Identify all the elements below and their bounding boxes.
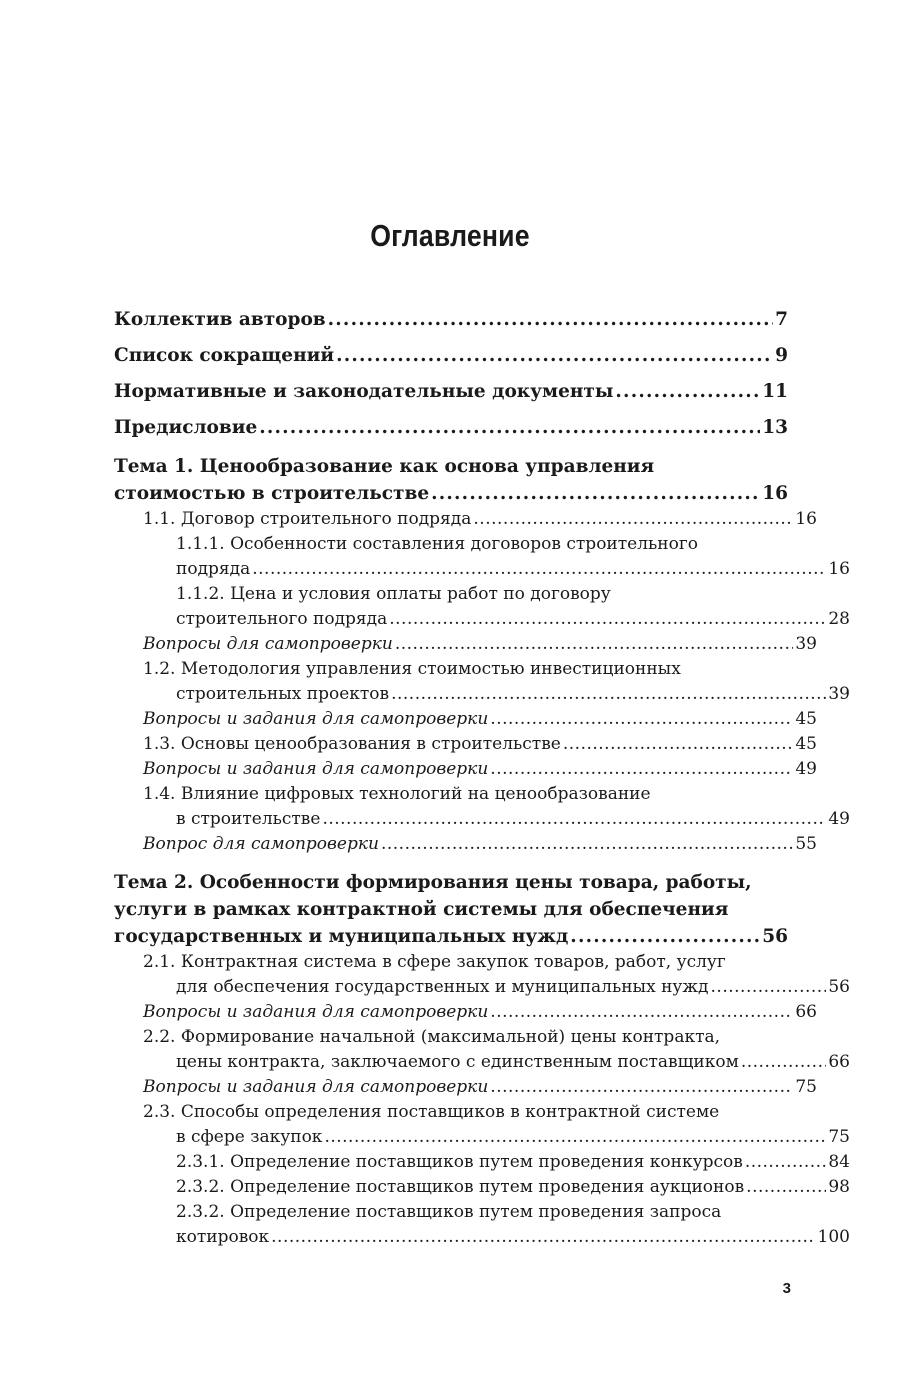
toc-page-number: 56 [762,926,788,947]
toc-page-number: 84 [828,1152,850,1172]
toc-entry-title-cont: в строительстве [176,809,321,829]
toc-topic-2 [114,869,788,950]
dot-leader [490,1075,793,1100]
toc-entry-title-cont: подряда [176,559,251,579]
toc-page-number: 75 [795,1077,817,1097]
dot-leader [271,1225,815,1250]
dot-leader [563,732,794,757]
toc-questions-1 [114,632,817,657]
toc-entry-title: Тема 2. Особенности формирования цены товара, работы, [114,872,752,893]
dot-leader [324,1125,826,1150]
page-title: Оглавление [370,218,530,253]
dot-leader [322,807,826,832]
toc-questions-4 [114,832,817,857]
dot-leader [431,480,760,507]
toc-section-2-2 [114,1025,850,1075]
toc-entry-title: Коллектив авторов [114,309,326,330]
toc-section-1-4 [114,782,850,832]
toc-entry-title: Вопросы и задания для самопроверки [143,1002,489,1022]
toc-questions-3 [114,757,817,782]
toc-entry-title-cont: строительного подряда [176,609,388,629]
toc-questions-5 [114,1000,817,1025]
toc-section-2-3-2 [114,1175,850,1200]
toc-entry-title-cont: стоимостью в строительстве [114,483,430,504]
toc-entry-title-cont: строительных проектов [176,684,390,704]
toc-entry-title: Нормативные и законодательные документы [114,381,614,402]
toc-page-number: 45 [795,734,817,754]
toc-page-number: 39 [828,684,850,704]
toc-entry-title: 1.1.1. Особенности составления договоров строительного [176,534,698,554]
dot-leader [395,632,794,657]
toc-section-1-1-1 [114,532,850,582]
dot-leader [328,306,773,333]
toc-section-2-3-1 [114,1150,850,1175]
dot-leader [741,1050,827,1075]
toc-section-1-1-2 [114,582,850,632]
toc-entry-authors [114,306,788,333]
toc-page-number: 16 [828,559,850,579]
toc-entry-title: 1.1.2. Цена и условия оплаты работ по договору [176,584,611,604]
toc-page-number: 16 [762,483,788,504]
toc-entry-title: 1.4. Влияние цифровых технологий на ценообразование [143,784,651,804]
dot-leader [490,1000,793,1025]
toc-questions-6 [114,1075,817,1100]
toc-entry-normative-docs [114,378,788,405]
toc-entry-title: 1.1. Договор строительного подряда [143,509,472,529]
toc-entry-title: 2.2. Формирование начальной (максимальной) цены контракта, [143,1027,721,1047]
dot-leader [336,342,773,369]
toc-section-1-1 [114,507,817,532]
toc-page-number: 45 [795,709,817,729]
toc-entry-title: Предисловие [114,417,258,438]
dot-leader [381,832,793,857]
dot-leader [389,607,826,632]
toc-entry-title-cont: в сфере закупок [176,1127,323,1147]
toc-section-2-3 [114,1100,850,1150]
toc-topic-1 [114,453,788,507]
toc-page-number: 56 [828,977,850,997]
dot-leader [259,414,760,441]
dot-leader [615,378,760,405]
toc-page-number: 7 [775,309,788,330]
toc-entry-title-cont: для обеспечения государственных и муниципальных нужд [176,977,709,997]
toc-page-number: 13 [762,417,788,438]
toc-entry-title: Вопросы и задания для самопроверки [143,759,489,779]
toc-entry-title: 2.3.1. Определение поставщиков путем проведения конкурсов [176,1152,743,1172]
toc-section-2-3-2b [114,1200,850,1250]
toc-page-number: 98 [828,1177,850,1197]
toc-entry-preface [114,414,788,441]
toc-entry-title: 1.3. Основы ценообразования в строительстве [143,734,561,754]
toc-section-1-2 [114,657,850,707]
toc-page-number: 39 [795,634,817,654]
table-of-contents [114,306,850,1250]
page-number: 3 [782,1280,791,1297]
dot-leader [252,557,826,582]
dot-leader [711,975,827,1000]
toc-entry-title: Вопрос для самопроверки [143,834,379,854]
toc-entry-title-cont: котировок [176,1227,270,1247]
toc-entry-title-cont: услуги в рамках контрактной системы для обеспечения [114,899,729,920]
toc-section-2-1 [114,950,850,1000]
dot-leader [570,923,760,950]
dot-leader [745,1150,827,1175]
dot-leader [391,682,826,707]
toc-page-number: 49 [795,759,817,779]
toc-entry-title-cont: цены контракта, заключаемого с единственным поставщиком [176,1052,739,1072]
toc-entry-title: 2.3. Способы определения поставщиков в контрактной системе [143,1102,720,1122]
toc-entry-title: 2.3.2. Определение поставщиков путем проведения запроса [176,1202,722,1222]
toc-page-number: 75 [828,1127,850,1147]
toc-page-number: 49 [828,809,850,829]
toc-questions-2 [114,707,817,732]
dot-leader [746,1175,826,1200]
toc-entry-title: 2.3.2. Определение поставщиков путем проведения аукционов [176,1177,745,1197]
toc-section-1-3 [114,732,817,757]
toc-entry-title: Вопросы для самопроверки [143,634,393,654]
toc-entry-title: 2.1. Контрактная система в сфере закупок товаров, работ, услуг [143,952,726,972]
dot-leader [490,707,793,732]
dot-leader [490,757,793,782]
toc-page-number: 9 [775,345,788,366]
toc-page-number: 55 [795,834,817,854]
toc-entry-title: Список сокращений [114,345,335,366]
toc-entry-title: Вопросы и задания для самопроверки [143,709,489,729]
toc-page-number: 100 [817,1227,850,1247]
toc-page-number: 16 [795,509,817,529]
toc-entry-title-cont: государственных и муниципальных нужд [114,926,569,947]
toc-page-number: 11 [762,381,788,402]
toc-entry-title: 1.2. Методология управления стоимостью инвестиционных [143,659,681,679]
toc-page-number: 66 [795,1002,817,1022]
dot-leader [473,507,793,532]
toc-entry-title: Тема 1. Ценообразование как основа управления [114,456,655,477]
toc-page-number: 28 [828,609,850,629]
toc-entry-abbreviations [114,342,788,369]
toc-entry-title: Вопросы и задания для самопроверки [143,1077,489,1097]
toc-page-number: 66 [828,1052,850,1072]
